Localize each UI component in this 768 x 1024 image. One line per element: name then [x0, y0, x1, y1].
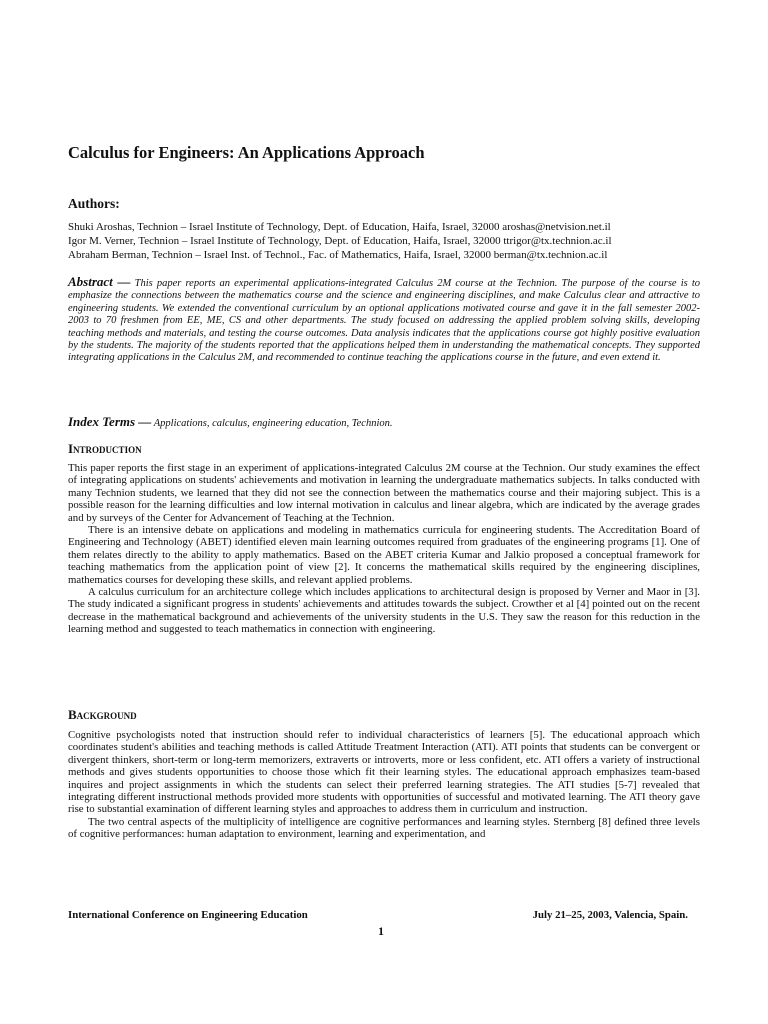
footer-conference: International Conference on Engineering Education [68, 909, 308, 921]
abstract-label: Abstract — [68, 274, 131, 289]
footer-date-location: July 21–25, 2003, Valencia, Spain. [532, 909, 688, 921]
abstract [68, 276, 700, 365]
paragraph: The two central aspects of the multiplicity of intelligence are cognitive performances and learning styles. Sternberg [8] defined three levels of cognitive performances: human adaptation to environment, learning and experimentation, and [68, 815, 700, 841]
introduction-heading: Introduction [68, 441, 142, 456]
page-number: 1 [378, 924, 384, 938]
author-line: Shuki Aroshas, Technion – Israel Institute of Technology, Dept. of Education, Haifa, Israel, 32000 aroshas@netvision.net.il [68, 221, 611, 233]
introduction-body [68, 462, 700, 636]
paragraph: A calculus curriculum for an architecture college which includes applications to architectural design is proposed by Verner and Maor in [3]. The study indicated a significant progress in students' achievements and attitudes towards the subject. Crowther et al [4] pointed out on the recent decrease in the mathematical background and achievements of the university students in the U.S. They saw the reason for this reduction in the learning method and suggested to teach mathematics in connection with engineering. [68, 586, 700, 636]
paragraph: There is an intensive debate on applications and modeling in mathematics curricula for engineering students. The Accreditation Board of Engineering and Technology (ABET) identified eleven main learning outcomes required from graduates of the engineering programs [1]. One of them relates directly to the ability to apply mathematics. Based on the ABET criteria Kumar and Jalkio proposed a conceptual framework for teaching mathematics from the application point of view [2]. It concerns the mathematical skills required by the engineering disciplines, mathematics courses for developing these skills, and relevant applied problems. [68, 524, 700, 586]
index-terms-text: Applications, calculus, engineering education, Technion. [151, 418, 393, 429]
paper-title: Calculus for Engineers: An Applications Approach [68, 143, 425, 162]
paper-page [68, 0, 700, 1024]
background-body [68, 729, 700, 841]
index-terms [68, 414, 700, 430]
paragraph: Cognitive psychologists noted that instruction should refer to individual characteristics of learners [5]. The educational approach which coordinates student's abilities and teaching methods is called Attitude Treatment Interaction (ATI). ATI points that students can be convergent or divergent thinkers, short-term or long-term memorizers, extraverts or introverts, more or less confident, etc. ATI offers a variety of instructional methods and gives students opportunities to choose those which fit their learning styles. The educational approach emphasizes team-based inquires and project assignments in which the students can select their preferred learning strategies. The ATI studies [5-7] revealed that integrating different instructional methods provided more students with opportunities of successful and motivated learning. The ATI theory gave rise to substantial examination of different learning styles and approaches to address them in curriculum and instruction. [68, 729, 700, 816]
paragraph: This paper reports the first stage in an experiment of applications-integrated Calculus 2M course at the Technion. Our study examines the effect of integrating applications on students' achievements and motivation in learning the undergraduate mathematics subjects. In talks conducted with many Technion students, we learned that they did not see the connection between the mathematics course and their majoring subject. This is a possible reason for the learning difficulties and low internal motivation in calculus and linear algebra, which are indicated by the average grades and by surveys of the Center for Advancement of Teaching at the Technion. [68, 462, 700, 524]
authors-list [68, 220, 700, 262]
background-heading: Background [68, 707, 137, 722]
abstract-text: This paper reports an experimental applications-integrated Calculus 2M course at the Technion. The purpose of the course is to emphasize the connections between the mathematics course and the science and engineering disciplines, and make Calculus clear and attractive to engineering students. We extended the conventional curriculum by an optional applications motivated course and gave it in the fall semester 2002-2003 to 70 freshmen from EE, ME, CS and other departments. The study focused on addressing the applied problem solving skills, developing teaching methods and materials, and testing the course outcomes. Data analysis indicates that the applications course got highly positive evaluation by the students. The majority of the students reported that the applications helped them in understanding the mathematical concepts. They supported integrating applications in the Calculus 2M, and recommended to continue teaching the applications course in the future, and even extend it. [68, 278, 700, 364]
index-terms-label: Index Terms — [68, 414, 152, 429]
authors-heading: Authors: [68, 196, 120, 211]
author-line: Igor M. Verner, Technion – Israel Institute of Technology, Dept. of Education, Haifa, Israel, 32000 ttrigor@tx.technion.ac.il [68, 235, 612, 247]
author-line: Abraham Berman, Technion – Israel Inst. of Technol., Fac. of Mathematics, Haifa, Israel, 32000 berman@tx.technion.ac.il [68, 249, 608, 261]
